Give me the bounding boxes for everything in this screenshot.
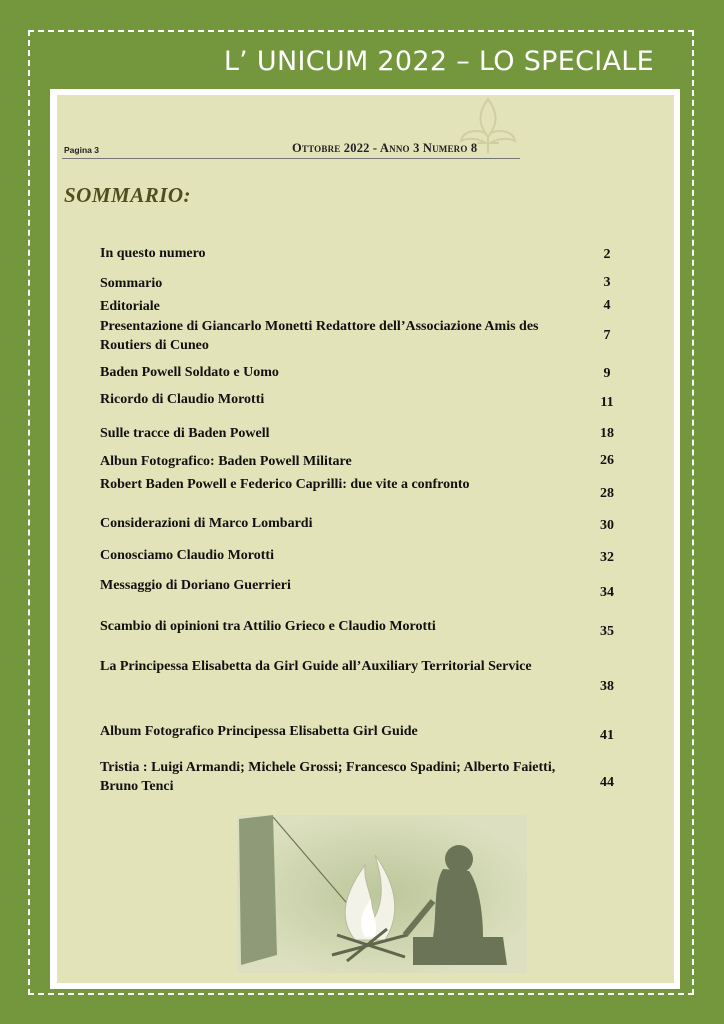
header-rule	[62, 158, 520, 159]
toc-entry-text: Sommario	[100, 276, 163, 291]
toc-entry-page: 34	[600, 585, 614, 600]
toc-entry-page: 44	[600, 775, 614, 790]
toc-entry-text: Editoriale	[100, 299, 160, 314]
toc-entry-text: Scambio di opinioni tra Attilio Grieco e Claudio Morotti	[100, 619, 436, 634]
toc-entry-page: 28	[600, 486, 614, 501]
toc-entry-text: Conosciamo Claudio Morotti	[100, 548, 274, 563]
toc-entry-text: Considerazioni di Marco Lombardi	[100, 516, 313, 531]
toc-entry-page: 2	[603, 247, 611, 262]
toc-entry-text: Ricordo di Claudio Morotti	[100, 392, 265, 407]
toc-entry-page: 35	[600, 624, 614, 639]
issue-info: Ottobre 2022 - Anno 3 Numero 8	[292, 141, 478, 155]
toc-entry-page: 4	[603, 298, 611, 313]
toc-entry-text: Baden Powell Soldato e Uomo	[100, 365, 279, 380]
magazine-page	[57, 95, 674, 983]
toc-entry-text: Robert Baden Powell e Federico Caprilli: due vite a confronto	[100, 477, 470, 492]
toc-title: SOMMARIO:	[64, 183, 192, 207]
toc-entry-text: Tristia : Luigi Armandi; Michele Grossi; Francesco Spadini; Alberto Faietti, Bruno Tenci	[100, 760, 556, 794]
toc-entry-text: Sulle tracce di Baden Powell	[100, 426, 270, 441]
toc-entry-page: 30	[600, 518, 614, 533]
toc-entry-page: 18	[600, 426, 614, 441]
toc-entry-text: La Principessa Elisabetta da Girl Guide all’Auxiliary Territorial Service	[100, 659, 532, 674]
toc-entry-text: Album Fotografico Principessa Elisabetta Girl Guide	[100, 724, 418, 739]
toc-entry-page: 11	[600, 395, 614, 410]
toc-entry-text: In questo numero	[100, 246, 206, 261]
toc-entry-page: 26	[600, 453, 614, 468]
toc-entry-page: 38	[600, 679, 614, 694]
scout-campfire-illustration	[237, 815, 527, 973]
toc-entry-text: Albun Fotografico: Baden Powell Militare	[100, 454, 352, 469]
banner-title: L’ UNICUM 2022 – LO SPECIALE	[223, 46, 654, 77]
toc-entry-page: 41	[600, 728, 614, 743]
toc-entry-text: Presentazione di Giancarlo Monetti Redattore dell’Associazione Amis des Routiers di Cuneo	[100, 319, 539, 353]
toc-entry-page: 9	[603, 366, 611, 381]
toc-entry-page: 32	[600, 550, 614, 565]
toc-entry-page: 3	[603, 275, 611, 290]
page-number-label: Pagina 3	[64, 145, 99, 155]
toc-entry-text: Messaggio di Doriano Guerrieri	[100, 578, 291, 593]
toc-entry-page: 7	[603, 328, 611, 343]
